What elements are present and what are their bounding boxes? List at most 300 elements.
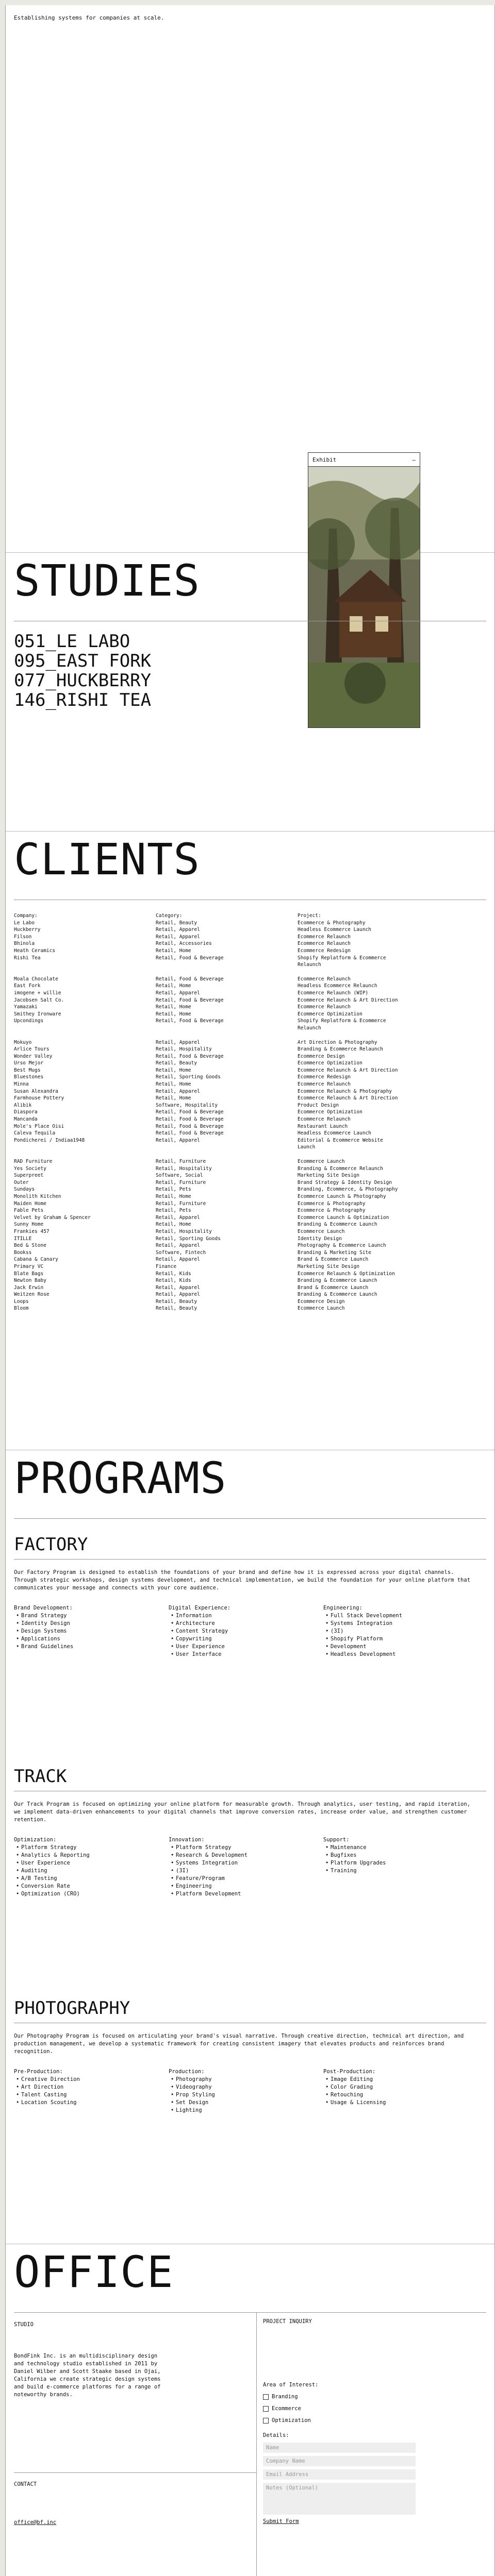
table-cell: Editorial & Ecommerce Website [298,1137,383,1143]
table-cell: Ecommerce Relaunch [298,1004,351,1010]
list-item: • Set Design [169,2099,323,2107]
table-cell: Retail, Home [156,1004,191,1010]
table-cell: Ecommerce Launch [298,1306,345,1312]
table-row [14,920,486,927]
table-cell: Ecommerce Relaunch & Optimization [298,1270,395,1277]
table-cell: Moala Chocolate [14,976,58,982]
table-cell: Diaspora [14,1109,38,1115]
table-cell: Ecommerce Relaunch & Art Direction [298,1095,398,1101]
table-cell: Retail, Hospitality [156,1046,212,1053]
table-row [14,961,486,969]
table-cell: Retail, Home [156,1081,191,1088]
table-cell: Susan Alexandra [14,1088,58,1094]
table-cell: Retail, Sporting Goods [156,1235,221,1242]
study-link[interactable]: 051_LE LABO [14,631,130,652]
group-gap [14,1151,486,1158]
table-cell: Retail, Home [156,1222,191,1228]
studies-section [6,553,494,832]
list-item: • Videography [169,2083,323,2091]
program-photography [6,1998,494,2214]
table-row [14,940,486,947]
table-cell [14,1144,156,1151]
program-factory [6,1534,494,1751]
table-cell: imogene + willie [14,990,61,996]
table-cell: Retail, Apparel [156,1214,200,1221]
list-item: • Development [323,1643,478,1651]
table-cell: Retail, Apparel [156,1284,200,1291]
program-column [323,1604,478,1658]
list-item: • Systems Integration [169,1859,323,1867]
notes-field[interactable]: Notes (Optional) [263,2483,416,2515]
table-cell: Farmhouse Pottery [14,1095,64,1101]
table-cell: Retail, Beauty [156,1060,197,1066]
studio-label: STUDIO [14,2321,34,2328]
table-row [14,1200,486,1208]
table-cell: Ecommerce Relaunch [298,976,351,982]
list-item: • Talent Casting [14,2091,169,2099]
list-item: • (3I) [169,1867,323,1875]
table-row [14,1095,486,1102]
program-columns [6,2056,494,2114]
program-column [14,1836,169,1898]
table-cell: Le Labo [14,920,35,926]
list-item: • Image Editing [323,2076,478,2083]
table-cell: Ecommerce & Photography [298,1208,366,1214]
table-cell: Retail, Apparel [156,927,200,933]
interest-checkbox[interactable] [263,2405,486,2413]
column-list [323,2076,478,2107]
list-item: • Systems Integration [323,1620,478,1628]
list-item: • Identity Design [14,1620,169,1628]
table-cell: Retail, Home [156,1067,191,1073]
table-cell: Branding & Ecommerce Launch [298,1278,377,1284]
table-cell: Retail, Beauty [156,920,197,926]
table-row [14,1123,486,1130]
table-cell: Rishi Tea [14,955,41,961]
column-header: Project: [298,913,321,919]
table-row [14,934,486,941]
interest-checkbox[interactable] [263,2417,486,2425]
checkbox-icon[interactable] [263,2394,269,2400]
table-cell: Retail, Apparel [156,1088,200,1094]
list-item: • User Interface [169,1651,323,1658]
table-cell: Retail, Sporting Goods [156,1074,221,1080]
table-cell: Branding & Ecommerce Launch [298,1292,377,1298]
program-column [323,2068,478,2114]
table-cell: Retail, Furniture [156,1159,206,1164]
clients-heading: CLIENTS [14,834,201,885]
table-cell: Sunny Home [14,1222,44,1228]
table-row [14,976,486,983]
table-row [14,1039,486,1046]
table-cell: Huckberry [14,927,41,933]
programs-heading: PROGRAMS [14,1453,227,1503]
table-cell: Ecommerce & Photography [298,1200,366,1207]
table-cell: Bloom [14,1306,29,1312]
table-cell: Outer [14,1179,29,1185]
table-row [14,1270,486,1278]
list-item: • Full Stack Development [323,1612,478,1620]
table-row [14,1263,486,1270]
table-cell: Finance [156,1263,177,1269]
table-cell: Arlice Tours [14,1046,50,1053]
list-item: • Platform Strategy [169,1844,323,1852]
table-row [14,1081,486,1088]
table-cell: Retail, Apparel [156,1039,200,1045]
table-cell: Filson [14,934,32,940]
table-cell: Ecommerce Relaunch & Art Direction [298,1067,398,1073]
table-cell: Retail, Home [156,983,191,989]
list-item: • Research & Development [169,1852,323,1859]
table-row [14,1011,486,1018]
checkbox-label: Branding [272,2394,298,2400]
list-item: • Analytics & Reporting [14,1852,169,1859]
table-row [14,982,486,990]
table-row [14,1060,486,1067]
list-item: • Bugfixes [323,1852,478,1859]
column-title: Brand Development: [14,1605,73,1611]
list-item: • Feature/Program [169,1875,323,1883]
table-cell: Monolith Kitchen [14,1193,61,1199]
table-cell: Retail, Hospitality [156,1165,212,1172]
table-cell: Ecommerce Optimization [298,1011,362,1017]
table-cell: Retail, Home [156,1011,191,1017]
name-field[interactable]: Name [263,2443,416,2453]
table-cell: Maiden Home [14,1200,46,1207]
table-cell: Ecommerce & Photography [298,920,366,926]
table-cell: Retail, Food & Beverage [156,955,224,961]
study-link[interactable]: 146_RISHI TEA [14,690,152,710]
table-cell: Smithey Ironware [14,1011,61,1017]
table-cell: Retail, Apparel [156,990,200,996]
program-column [14,2068,169,2114]
list-item: • Applications [14,1635,169,1643]
table-cell: Retail, Food & Beverage [156,1018,224,1024]
table-cell: Ecommerce Launch & Optimization [298,1214,389,1221]
table-cell: Loops [14,1298,29,1304]
clients-section [6,832,494,1450]
table-row [14,1235,486,1243]
table-cell: Relaunch [298,1025,321,1031]
list-item: • Auditing [14,1867,169,1875]
programs-section [6,1450,494,2244]
table-cell: Branding & Ecommerce Relaunch [298,1046,383,1053]
table-cell: Ecommerce Relaunch & Photography [298,1088,392,1094]
table-cell: Ecommerce Relaunch & Art Direction [298,997,398,1003]
contact-label: CONTACT [14,2481,37,2487]
table-cell: Branding, Ecommerce, & Photography [298,1187,398,1193]
office-grid [14,2312,486,2576]
table-cell: Brand & Ecommerce Launch [298,1284,369,1291]
list-item: • Training [323,1867,478,1875]
list-item: • (3I) [323,1628,478,1635]
list-item: • Platform Development [169,1890,323,1898]
list-item: • Location Scouting [14,2099,169,2107]
table-row [14,955,486,962]
list-item: • Usage & Licensing [323,2099,478,2107]
table-row [14,1291,486,1298]
table-cell: Fable Pets [14,1208,44,1214]
table-cell: Retail, Pets [156,1187,191,1193]
table-row [14,947,486,955]
column-header: Category: [156,913,183,919]
table-cell: Retail, Kids [156,1278,191,1284]
table-cell: Brand Strategy & Identity Design [298,1179,392,1185]
table-cell: Bed & Stone [14,1243,46,1249]
program-column [169,2068,323,2114]
table-row [14,1284,486,1292]
program-title: PHOTOGRAPHY [14,1998,130,2019]
table-row [14,1221,486,1228]
list-item: • Content Strategy [169,1628,323,1635]
table-row [14,1116,486,1123]
study-link[interactable]: 095_EAST FORK [14,651,152,671]
table-cell: Cabana & Canary [14,1257,58,1263]
table-header [14,912,486,920]
list-item: • Platform Upgrades [323,1859,478,1867]
column-header: Company: [14,913,38,919]
table-cell: Headless Ecommerce Launch [298,1130,371,1137]
table-cell: Retail, Hospitality [156,1228,212,1234]
list-item: • Brand Strategy [14,1612,169,1620]
table-row [14,1074,486,1081]
table-row [14,1298,486,1306]
table-cell [14,961,156,969]
list-item: • A/B Testing [14,1875,169,1883]
list-item: • Creative Direction [14,2076,169,2083]
list-item: • Color Grading [323,2083,478,2091]
table-row [14,1165,486,1173]
minimize-icon[interactable]: — [412,456,416,463]
table-row [14,997,486,1004]
table-cell: Software, Social [156,1173,203,1179]
group-gap [14,969,486,976]
table-row [14,1004,486,1011]
table-row [14,1102,486,1109]
inquiry-form [257,2313,486,2576]
table-cell [156,961,298,969]
table-cell: Weitzen Rose [14,1292,50,1298]
table-cell: Yamazaki [14,1004,38,1010]
program-description: Our Factory Program is designed to establish the foundations of your brand and define how it is expressed across your digital channels. Through strategic workshops, design systems development, and technical implementation, we build the foundation for your online platform that communicates your message and connects with your core audience. [14,1569,471,1591]
table-cell: Best Mugs [14,1067,41,1073]
table-cell: Minna [14,1081,29,1088]
inquiry-label: PROJECT INQUIRY [263,2318,312,2325]
table-cell: Software, Hospitality [156,1102,218,1108]
program-title: TRACK [14,1766,67,1787]
table-cell: Ecommerce Redesign [298,947,351,954]
column-title: Support: [323,1837,350,1843]
column-list [14,2076,169,2107]
column-title: Optimization: [14,1837,57,1843]
studio-column [14,2313,257,2576]
program-description: Our Track Program is focused on optimizing your online platform for measurable growth. Through analytics, user testing, and rapid iteration, we implement data-driven enhancements to your digital channels that improve conversion rates, increase order value, and strengthen customer retention. [14,1801,471,1823]
table-cell: Retail, Apparel [156,1292,200,1298]
table-cell: Alibik [14,1102,32,1108]
table-row [14,1053,486,1060]
details-label: Details: [263,2432,289,2438]
company-field[interactable]: Company Name [263,2456,416,2466]
studies-heading: STUDIES [14,555,201,606]
list-item: • Shopify Platform [323,1635,478,1643]
table-cell: RAD Furniture [14,1159,53,1164]
table-row [14,1277,486,1284]
interest-checkbox[interactable] [263,2393,486,2401]
table-cell [156,1144,298,1151]
email-field[interactable]: Email Address [263,2469,416,2480]
interest-label: Area of Interest: [263,2382,319,2388]
email-link[interactable] [14,2519,56,2527]
table-row [14,1067,486,1074]
column-list [323,1844,478,1875]
studies-list [6,621,494,710]
page-frame [5,5,495,2576]
program-columns [6,1824,494,1898]
table-cell: ITILLE [14,1235,32,1242]
program-column [169,1836,323,1898]
table-cell: Marketing Site Design [298,1173,360,1179]
table-cell: Retail, Home [156,1095,191,1101]
studio-description: BondFink Inc. is an multidisciplinary design and technology studio established in 2011 by Daniel Wilber and Scott Staake based in Ojai, California we create strategic design systems and build e-commerce platforms for a range of noteworthy brands. [14,2353,161,2398]
exhibit-header[interactable] [308,453,420,467]
email-link-text[interactable]: office@bf.inc [14,2519,57,2526]
table-cell: Launch [298,1144,316,1150]
submit-button[interactable] [263,2518,486,2526]
column-title: Post-Production: [323,2069,376,2075]
table-cell: Retail, Food & Beverage [156,976,224,982]
table-cell: Mole's Place Oisi [14,1123,64,1129]
table-cell: Ecommerce Relaunch (WIP) [298,990,369,996]
table-cell: Branding & Ecommerce Launch [298,1222,377,1228]
table-cell: Retail, Food & Beverage [156,1116,224,1123]
checkbox-label: Optimization [272,2417,311,2424]
submit-label[interactable]: Submit Form [263,2518,299,2524]
table-cell: Retail, Apparel [156,1137,200,1143]
list-item: • Brand Guidelines [14,1643,169,1651]
table-cell: Identity Design [298,1235,342,1242]
table-cell: Heath Ceramics [14,947,56,954]
table-cell: Ecommerce Design [298,1053,345,1059]
divider [14,2472,256,2473]
clients-table [14,912,486,1312]
program-columns [6,1592,494,1658]
table-row [14,1109,486,1116]
column-title: Engineering: [323,1605,362,1611]
table-cell: Urso Mejor [14,1060,44,1066]
table-cell: Ecommerce Design [298,1298,345,1304]
table-row [14,1130,486,1137]
tagline: Establishing systems for companies at scale. [14,14,164,21]
divider [14,1518,486,1519]
table-cell: Retail, Pets [156,1208,191,1214]
table-cell: Ecommerce Redesign [298,1074,351,1080]
table-cell: Photography & Ecommerce Launch [298,1243,386,1249]
table-cell: Velvet by Graham & Spencer [14,1214,91,1221]
table-cell: Retail, Home [156,947,191,954]
list-item: • Optimization (CRO) [14,1890,169,1898]
table-cell: Jack Erwin [14,1284,44,1291]
table-cell [14,1025,156,1032]
program-track [6,1766,494,1982]
table-row [14,1018,486,1025]
list-item: • Design Systems [14,1628,169,1635]
list-item: • Architecture [169,1620,323,1628]
table-cell: Branding & Marketing Site [298,1249,371,1256]
table-cell: Retail, Kids [156,1270,191,1277]
column-list [169,1844,323,1898]
table-cell: Retail, Furniture [156,1200,206,1207]
table-row [14,1242,486,1249]
table-cell: Newton Baby [14,1278,46,1284]
table-cell: Ecommerce Optimization [298,1060,362,1066]
table-row [14,1207,486,1214]
table-cell: Retail, Beauty [156,1306,197,1312]
table-row [14,1144,486,1151]
table-row [14,1179,486,1187]
column-title: Innovation: [169,1837,205,1843]
list-item: • Engineering [169,1883,323,1890]
list-item: • Prop Styling [169,2091,323,2099]
column-list [14,1612,169,1651]
program-column [323,1836,478,1898]
table-cell: Software, Fintech [156,1249,206,1256]
table-row [14,1046,486,1053]
table-cell: Retail, Accessories [156,941,212,947]
program-title: FACTORY [14,1534,88,1555]
table-cell: Branding & Ecommerce Relaunch [298,1165,383,1172]
table-row [14,1088,486,1095]
table-cell: Bluestones [14,1074,44,1080]
table-cell: Sundays [14,1187,35,1193]
list-item: • Lighting [169,2107,323,2114]
table-cell: Ecommerce Optimization [298,1109,362,1115]
checkbox-icon[interactable] [263,2406,269,2412]
office-section [6,2244,494,2576]
table-cell: Retail, Beauty [156,1298,197,1304]
table-cell: Ecommerce Launch [298,1159,345,1164]
table-cell: Blate Bags [14,1270,44,1277]
table-cell: Caleva Tequila [14,1130,56,1137]
study-link[interactable]: 077_HUCKBERRY [14,670,152,691]
office-heading: OFFICE [14,2247,174,2297]
table-cell: Retail, Apparel [156,1257,200,1263]
table-cell [156,1025,298,1032]
column-title: Production: [169,2069,205,2075]
table-cell: Retail, Furniture [156,1179,206,1185]
list-item: • Maintenance [323,1844,478,1852]
table-row [14,1193,486,1200]
table-cell: Bookss [14,1249,32,1256]
table-row [14,990,486,997]
table-cell: Yes Society [14,1165,46,1172]
table-cell: Relaunch [298,962,321,968]
table-cell: Retail, Food & Beverage [156,1130,224,1137]
column-list [169,2076,323,2114]
table-cell: Brand & Ecommerce Launch [298,1257,369,1263]
table-cell: East Fork [14,983,41,989]
table-cell: Frankies 457 [14,1228,50,1234]
table-row [14,1025,486,1032]
list-item: • User Experience [14,1859,169,1867]
table-cell: Jacobsen Salt Co. [14,997,64,1003]
column-list [14,1844,169,1898]
column-list [323,1612,478,1658]
checkbox-icon[interactable] [263,2418,269,2424]
list-item: • Photography [169,2076,323,2083]
table-cell: Ecommerce Launch [298,1228,345,1234]
table-cell: Retail, Apparel [156,934,200,940]
table-cell: Bhinola [14,941,35,947]
